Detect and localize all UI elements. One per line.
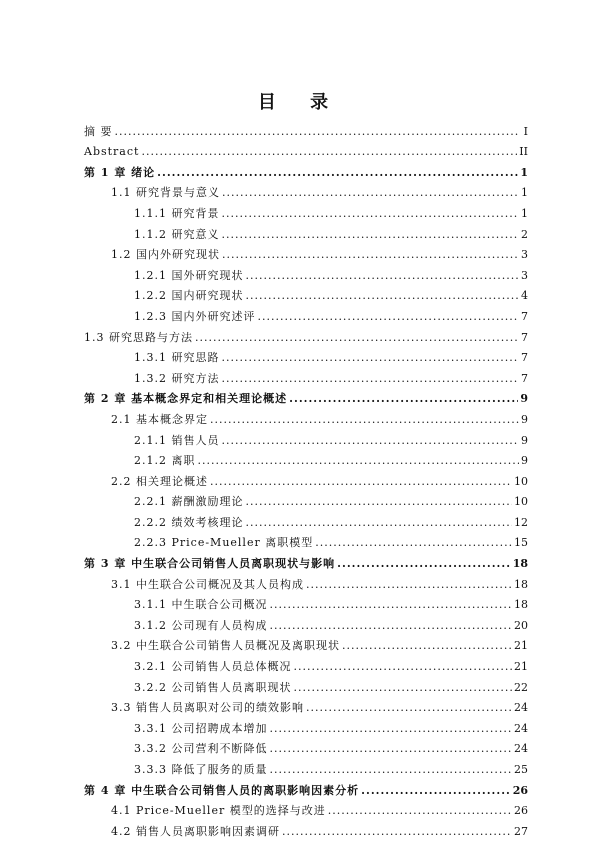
toc-entry[interactable] [84,592,528,613]
toc-entry-page: 27 [514,824,528,838]
toc-entry[interactable] [84,242,528,263]
toc-entry-label: 3.2 中生联合公司销售人员概况及离职现状 [111,639,340,653]
toc-entry-page: 3 [521,248,528,262]
toc-entry-page: 3 [521,268,528,282]
toc-entry[interactable] [84,550,528,571]
toc-entry-page: 7 [521,309,528,323]
toc-entry[interactable] [84,715,528,736]
toc-entry-page: 18 [514,577,528,591]
toc-entry-page: 1 [521,186,528,200]
toc-entry-label: 2.1.1 销售人员 [134,433,220,447]
toc-dot-leader [306,578,512,592]
toc-entry-page: 9 [520,392,528,406]
toc-dot-leader [246,516,513,530]
toc-entry-page: 26 [512,783,528,797]
toc-entry-page: 10 [514,495,528,509]
toc-dot-leader [361,784,511,798]
toc-entry-label: 第 4 章 中生联合公司销售人员的离职影响因素分析 [84,783,360,797]
toc-dot-leader [294,681,513,695]
toc-dot-leader [222,372,520,386]
toc-dot-leader [289,392,518,406]
toc-dot-leader [222,351,520,365]
toc-entry[interactable] [84,633,528,654]
toc-dot-leader [337,557,511,571]
toc-entry[interactable] [84,818,528,839]
toc-entry-page: 26 [514,804,528,818]
toc-entry-label: 第 1 章 绪论 [84,165,156,179]
toc-entry[interactable] [84,798,528,819]
toc-entry[interactable] [84,612,528,633]
toc-entry-label: 1.3.1 研究思路 [134,351,220,365]
toc-entry-page: 9 [521,454,528,468]
toc-entry-label: 1.2 国内外研究现状 [111,248,220,262]
toc-entry[interactable] [84,468,528,489]
toc-dot-leader [198,454,520,468]
toc-entry[interactable] [84,365,528,386]
toc-entry[interactable] [84,303,528,324]
toc-entry[interactable] [84,571,528,592]
toc-entry-page: 18 [512,557,528,571]
toc-entry-label: 2.1 基本概念界定 [111,412,208,426]
toc-entry-page: 1 [520,165,528,179]
toc-entry-label: 3.3 销售人员离职对公司的绩效影响 [111,701,304,715]
toc-entry-label: 1.2.2 国内研究现状 [134,289,244,303]
toc-entry[interactable] [84,118,528,139]
toc-dot-leader [246,495,513,509]
toc-dot-leader [210,475,512,489]
toc-entry-page: I [523,124,528,138]
toc-dot-leader [270,742,513,756]
toc-entry[interactable] [84,674,528,695]
toc-entry-label: 4.2 销售人员离职影响因素调研 [111,824,280,838]
toc-entry-label: 1.2.3 国内外研究述评 [134,309,256,323]
toc-entry-label: 摘 要 [84,124,113,138]
toc-entry-label: 3.1.2 公司现有人员构成 [134,618,268,632]
toc-dot-leader [157,166,518,180]
toc-entry-label: 3.2.2 公司销售人员离职现状 [134,680,292,694]
toc-entry-label: 1.2.1 国外研究现状 [134,268,244,282]
toc-dot-leader [222,248,519,262]
toc-entry[interactable] [84,262,528,283]
toc-dot-leader [315,536,512,550]
toc-entry[interactable] [84,509,528,530]
toc-entry-label: 3.3.1 公司招聘成本增加 [134,721,268,735]
toc-entry[interactable] [84,427,528,448]
toc-entry-label: 2.2.3 Price-Mueller 离职模型 [134,536,314,550]
toc-entry-label: 3.2.1 公司销售人员总体概况 [134,660,292,674]
toc-dot-leader [115,125,521,139]
toc-entry-label: 1.1 研究背景与意义 [111,186,220,200]
toc-entry[interactable] [84,324,528,345]
toc-entry-label: 3.1 中生联合公司概况及其人员构成 [111,577,304,591]
toc-entry-page: 4 [521,289,528,303]
toc-entry-page: 24 [514,742,528,756]
toc-entry[interactable] [84,653,528,674]
toc-entry-page: 24 [514,721,528,735]
toc-entry-page: 7 [521,330,528,344]
toc-entry-page: 1 [521,206,528,220]
toc-dot-leader [246,289,520,303]
toc-dot-leader [306,701,512,715]
toc-entry[interactable] [84,530,528,551]
toc-entry[interactable] [84,386,528,407]
toc-entry-label: 1.3.2 研究方法 [134,371,220,385]
toc-entry-label: 1.3 研究思路与方法 [84,330,193,344]
toc-entry-label: 1.1.1 研究背景 [134,206,220,220]
toc-entry[interactable] [84,489,528,510]
toc-entry-page: 21 [514,660,528,674]
toc-dot-leader [222,228,520,242]
toc-entry-page: 12 [514,515,528,529]
toc-entry[interactable] [84,221,528,242]
toc-entry-label: 3.3.3 降低了服务的质量 [134,763,268,776]
toc-dot-leader [342,639,512,653]
toc-entry[interactable] [84,139,528,160]
toc-dot-leader [270,619,513,633]
toc-entry[interactable] [84,406,528,427]
toc-entry[interactable] [84,756,528,777]
toc-dot-leader [222,207,520,221]
toc-entry-label: 第 3 章 中生联合公司销售人员离职现状与影响 [84,557,336,571]
toc-entry-page: 22 [514,680,528,694]
toc-dot-leader [294,660,513,674]
toc-entry[interactable] [84,736,528,757]
toc-entry-page: 21 [514,639,528,653]
toc-title: 目 录 [257,92,343,113]
toc-entry-label: 1.1.2 研究意义 [134,227,220,241]
toc-dot-leader [258,310,520,324]
toc-dot-leader [195,331,519,345]
toc-entry-label: 3.1.1 中生联合公司概况 [134,598,268,612]
toc-dot-leader [270,722,513,736]
toc-entry[interactable] [84,180,528,201]
toc-entry-page: 15 [514,536,528,550]
toc-entry-page: 10 [514,474,528,488]
toc-entry-page: 9 [521,412,528,426]
toc-entry[interactable] [84,695,528,716]
toc-dot-leader [270,598,513,612]
toc-dot-leader [270,763,513,777]
toc-entry-label: 3.3.2 公司营利不断降低 [134,742,268,756]
toc-dot-leader [328,804,512,818]
toc-entry-label: 2.2.2 绩效考核理论 [134,515,244,529]
toc-dot-leader [246,269,520,283]
table-of-contents [84,118,528,839]
toc-entry[interactable] [84,448,528,469]
toc-entry[interactable] [84,200,528,221]
toc-dot-leader [222,434,520,448]
toc-entry-label: 第 2 章 基本概念界定和相关理论概述 [84,392,288,406]
toc-entry-page: 20 [514,618,528,632]
toc-entry-label: 2.2 相关理论概述 [111,474,208,488]
toc-dot-leader [210,413,519,427]
toc-entry-label: Abstract [84,145,140,159]
toc-entry-page: 9 [521,433,528,447]
toc-entry-page: 7 [521,371,528,385]
toc-entry[interactable] [84,777,528,798]
toc-entry-page: II [519,145,528,159]
toc-entry[interactable] [84,283,528,304]
toc-entry-label: 2.2.1 薪酬激励理论 [134,495,244,509]
toc-dot-leader [282,825,512,839]
toc-entry[interactable] [84,345,528,366]
toc-entry-page: 18 [514,598,528,612]
toc-entry-label: 2.1.2 离职 [134,454,196,468]
toc-dot-leader [222,186,519,200]
toc-entry-page: 24 [514,701,528,715]
toc-entry[interactable] [84,159,528,180]
toc-entry-label: 4.1 Price-Mueller 模型的选择与改进 [111,804,326,818]
toc-entry-page: 2 [521,227,528,241]
toc-entry-page: 25 [514,763,528,776]
toc-dot-leader [141,145,517,159]
toc-entry-page: 7 [521,351,528,365]
